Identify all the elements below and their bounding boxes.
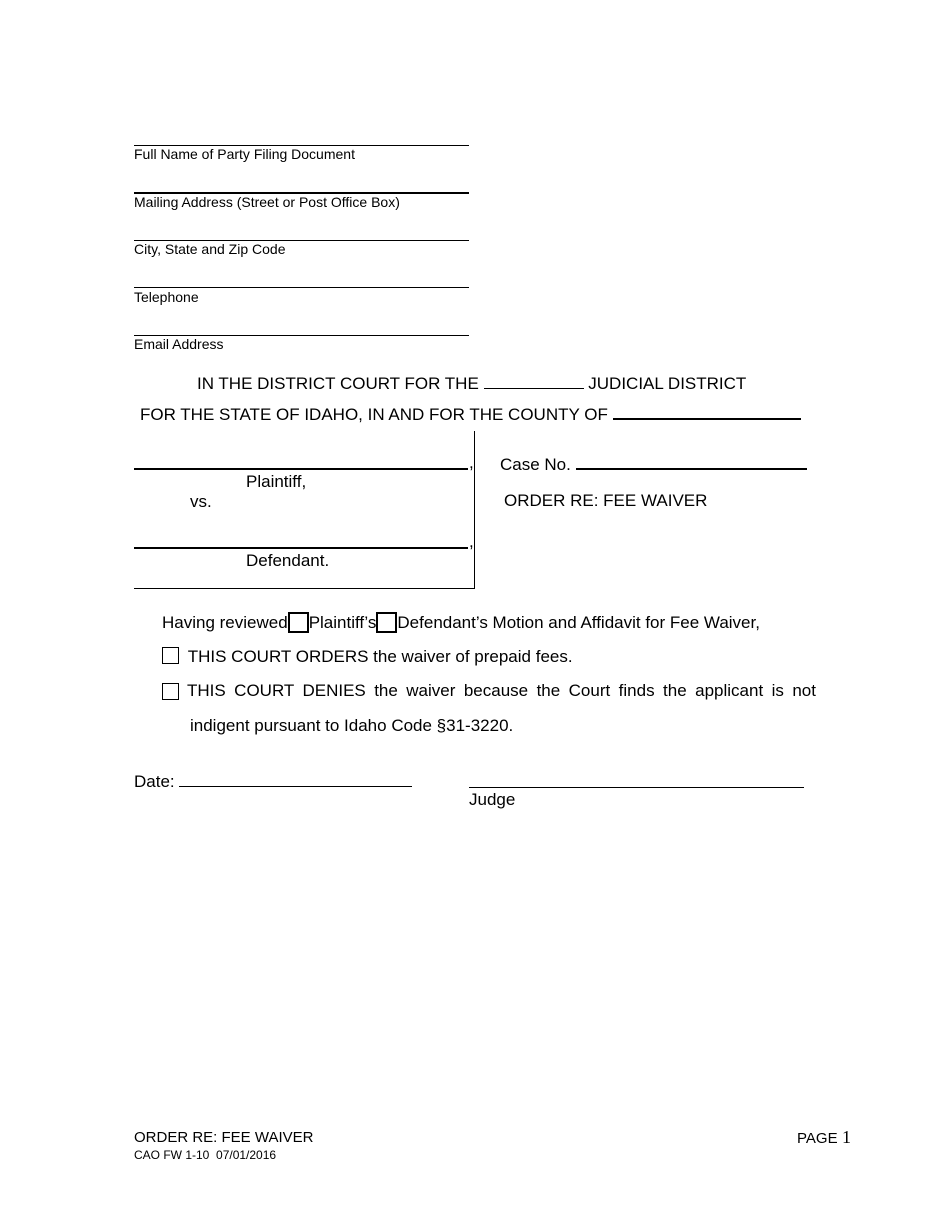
court-heading-prefix: IN THE DISTRICT COURT FOR THE (197, 374, 479, 393)
judge-signature-line[interactable] (469, 787, 804, 788)
judicial-district-field[interactable] (484, 372, 584, 389)
footer-form-code: CAO FW 1-10 07/01/2016 (134, 1148, 277, 1162)
grant-checkbox[interactable] (162, 647, 179, 664)
plaintiff-comma: , (469, 453, 474, 472)
case-number-field[interactable] (576, 452, 807, 470)
full-name-label: Full Name of Party Filing Document (134, 146, 355, 162)
document-title: ORDER RE: FEE WAIVER (504, 491, 708, 510)
deny-checkbox[interactable] (162, 683, 179, 700)
deny-option (162, 681, 816, 701)
plaintiff-option-label: Plaintiff’s (308, 613, 377, 632)
defendant-option-label: Defendant’s Motion and Affidavit for Fee Waiver, (397, 613, 760, 632)
city-state-zip-label: City, State and Zip Code (134, 241, 286, 257)
page-number: 1 (842, 1127, 852, 1147)
case-number-label: Case No. (500, 455, 571, 474)
vs-label: vs. (190, 492, 212, 511)
date-field[interactable] (179, 770, 412, 787)
judge-label: Judge (469, 790, 516, 809)
review-intro: Having reviewed (162, 613, 288, 632)
email-label: Email Address (134, 336, 224, 352)
page-label: PAGE (797, 1130, 838, 1147)
grant-option (162, 647, 573, 667)
review-statement (162, 612, 760, 633)
defendant-label: Defendant. (246, 551, 330, 570)
caption-divider (474, 431, 475, 589)
case-number-row (500, 452, 807, 475)
county-field[interactable] (613, 402, 801, 420)
plaintiff-name-line[interactable] (134, 468, 468, 470)
court-heading-line2 (140, 402, 801, 425)
date-label: Date: (134, 772, 175, 791)
footer-page-indicator (797, 1127, 851, 1148)
deny-text-line1: THIS COURT DENIES the waiver because the Court finds the applicant is not (187, 681, 816, 700)
date-row (134, 770, 412, 792)
footer-title: ORDER RE: FEE WAIVER (134, 1129, 314, 1146)
grant-text: THIS COURT ORDERS the waiver of prepaid fees. (187, 647, 573, 666)
court-heading-line1 (197, 372, 746, 394)
county-heading-text: FOR THE STATE OF IDAHO, IN AND FOR THE COUNTY OF (140, 405, 608, 424)
plaintiff-checkbox[interactable] (288, 612, 309, 633)
defendant-checkbox[interactable] (376, 612, 397, 633)
defendant-comma: , (469, 532, 474, 551)
telephone-label: Telephone (134, 289, 199, 305)
plaintiff-label: Plaintiff, (246, 472, 307, 491)
caption-bottom-rule (134, 588, 475, 589)
court-heading-suffix: JUDICIAL DISTRICT (588, 374, 747, 393)
defendant-name-line[interactable] (134, 547, 468, 549)
deny-text-line2: indigent pursuant to Idaho Code §31-3220. (190, 716, 514, 735)
mailing-address-label: Mailing Address (Street or Post Office Box) (134, 194, 400, 210)
telephone-line[interactable] (134, 287, 469, 288)
